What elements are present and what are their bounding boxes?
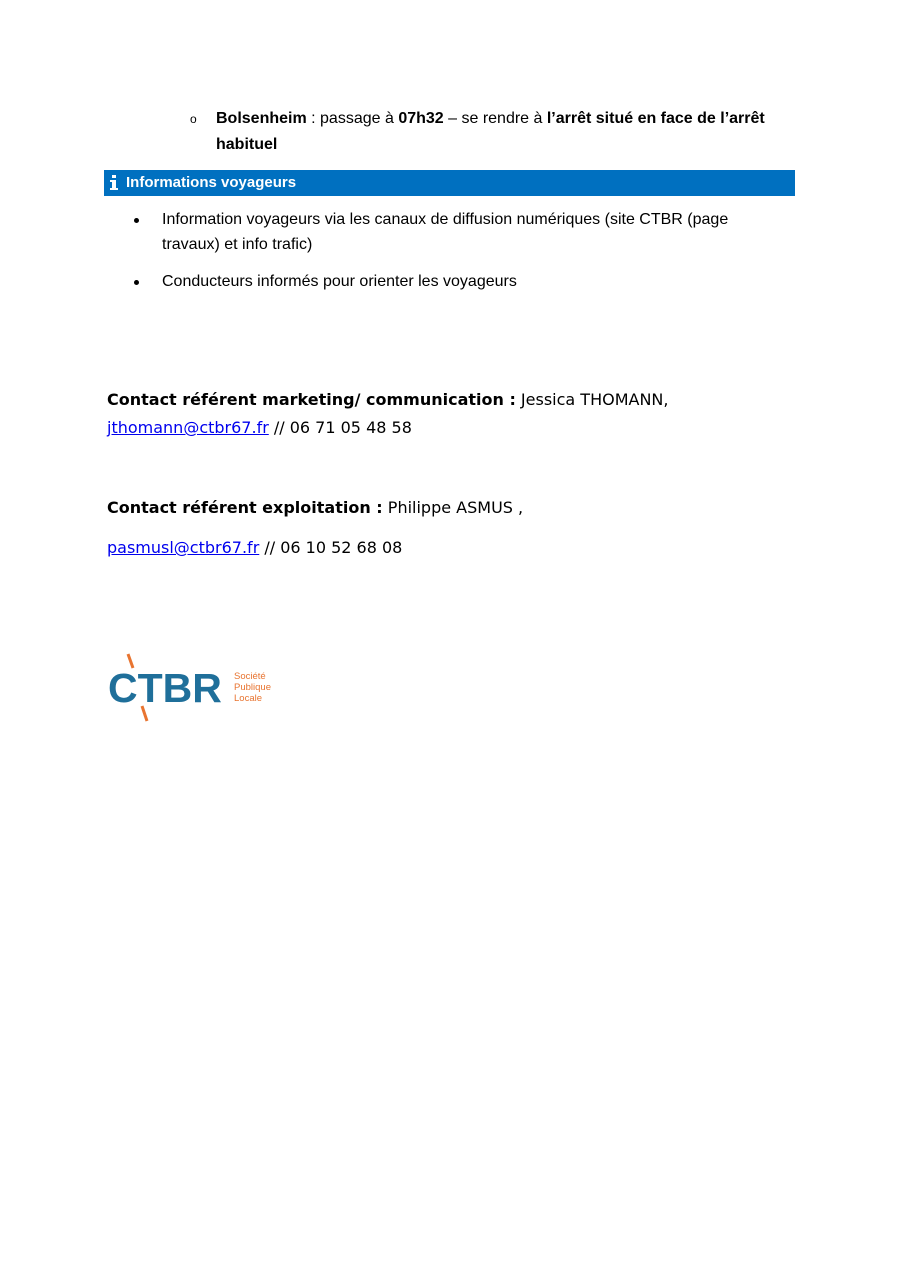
- stop-instruction: l’arrêt situé en face de l’arrêt habituel: [216, 110, 765, 153]
- list-item: [130, 269, 790, 294]
- pass-time: 07h32: [398, 110, 444, 127]
- sub-item-separator-2: – se rendre à: [443, 110, 547, 127]
- contact-marketing-name: Jessica THOMANN,: [515, 390, 669, 409]
- contact-exploitation: [107, 494, 523, 562]
- logo-tagline-line2: Publique: [234, 682, 271, 693]
- contact-marketing: [107, 386, 668, 442]
- logo-tagline-line1: Société: [234, 671, 266, 682]
- list-item-text: Conducteurs informés pour orienter les voyageurs: [162, 273, 517, 290]
- bullet-dot: [134, 280, 139, 285]
- info-bullet-list: [130, 207, 790, 306]
- logo-tagline-line3: Locale: [234, 693, 262, 704]
- contact-exploitation-phone: // 06 10 52 68 08: [259, 538, 403, 557]
- contact-exploitation-line: [107, 494, 523, 522]
- contact-marketing-email-link[interactable]: jthomann@ctbr67.fr: [107, 418, 269, 437]
- contact-exploitation-name: Philippe ASMUS ,: [382, 498, 524, 517]
- contact-marketing-phone: // 06 71 05 48 58: [268, 418, 412, 437]
- info-icon: [107, 174, 121, 192]
- sub-item-text: [216, 106, 776, 158]
- info-banner: [104, 170, 795, 196]
- bullet-dot: [134, 218, 139, 223]
- list-item-text: Information voyageurs via les canaux de diffusion numériques (site CTBR (page travaux) et info trafic): [162, 211, 729, 253]
- place-name: Bolsenheim: [216, 110, 307, 127]
- sub-bullet-marker: o: [190, 112, 197, 126]
- info-banner-title: Informations voyageurs: [126, 174, 297, 191]
- sub-item-separator-1: : passage à: [306, 110, 399, 127]
- contact-exploitation-details: [107, 534, 523, 562]
- contact-exploitation-label: Contact référent exploitation :: [107, 498, 383, 517]
- logo-wordmark: CTBR: [108, 665, 222, 711]
- ctbr-logo: [106, 650, 286, 724]
- contact-marketing-line: [107, 386, 668, 414]
- contact-marketing-details: [107, 414, 668, 442]
- list-item: [130, 207, 790, 257]
- contact-marketing-label: Contact référent marketing/ communication :: [107, 390, 516, 409]
- contact-exploitation-email-link[interactable]: pasmusl@ctbr67.fr: [107, 538, 260, 557]
